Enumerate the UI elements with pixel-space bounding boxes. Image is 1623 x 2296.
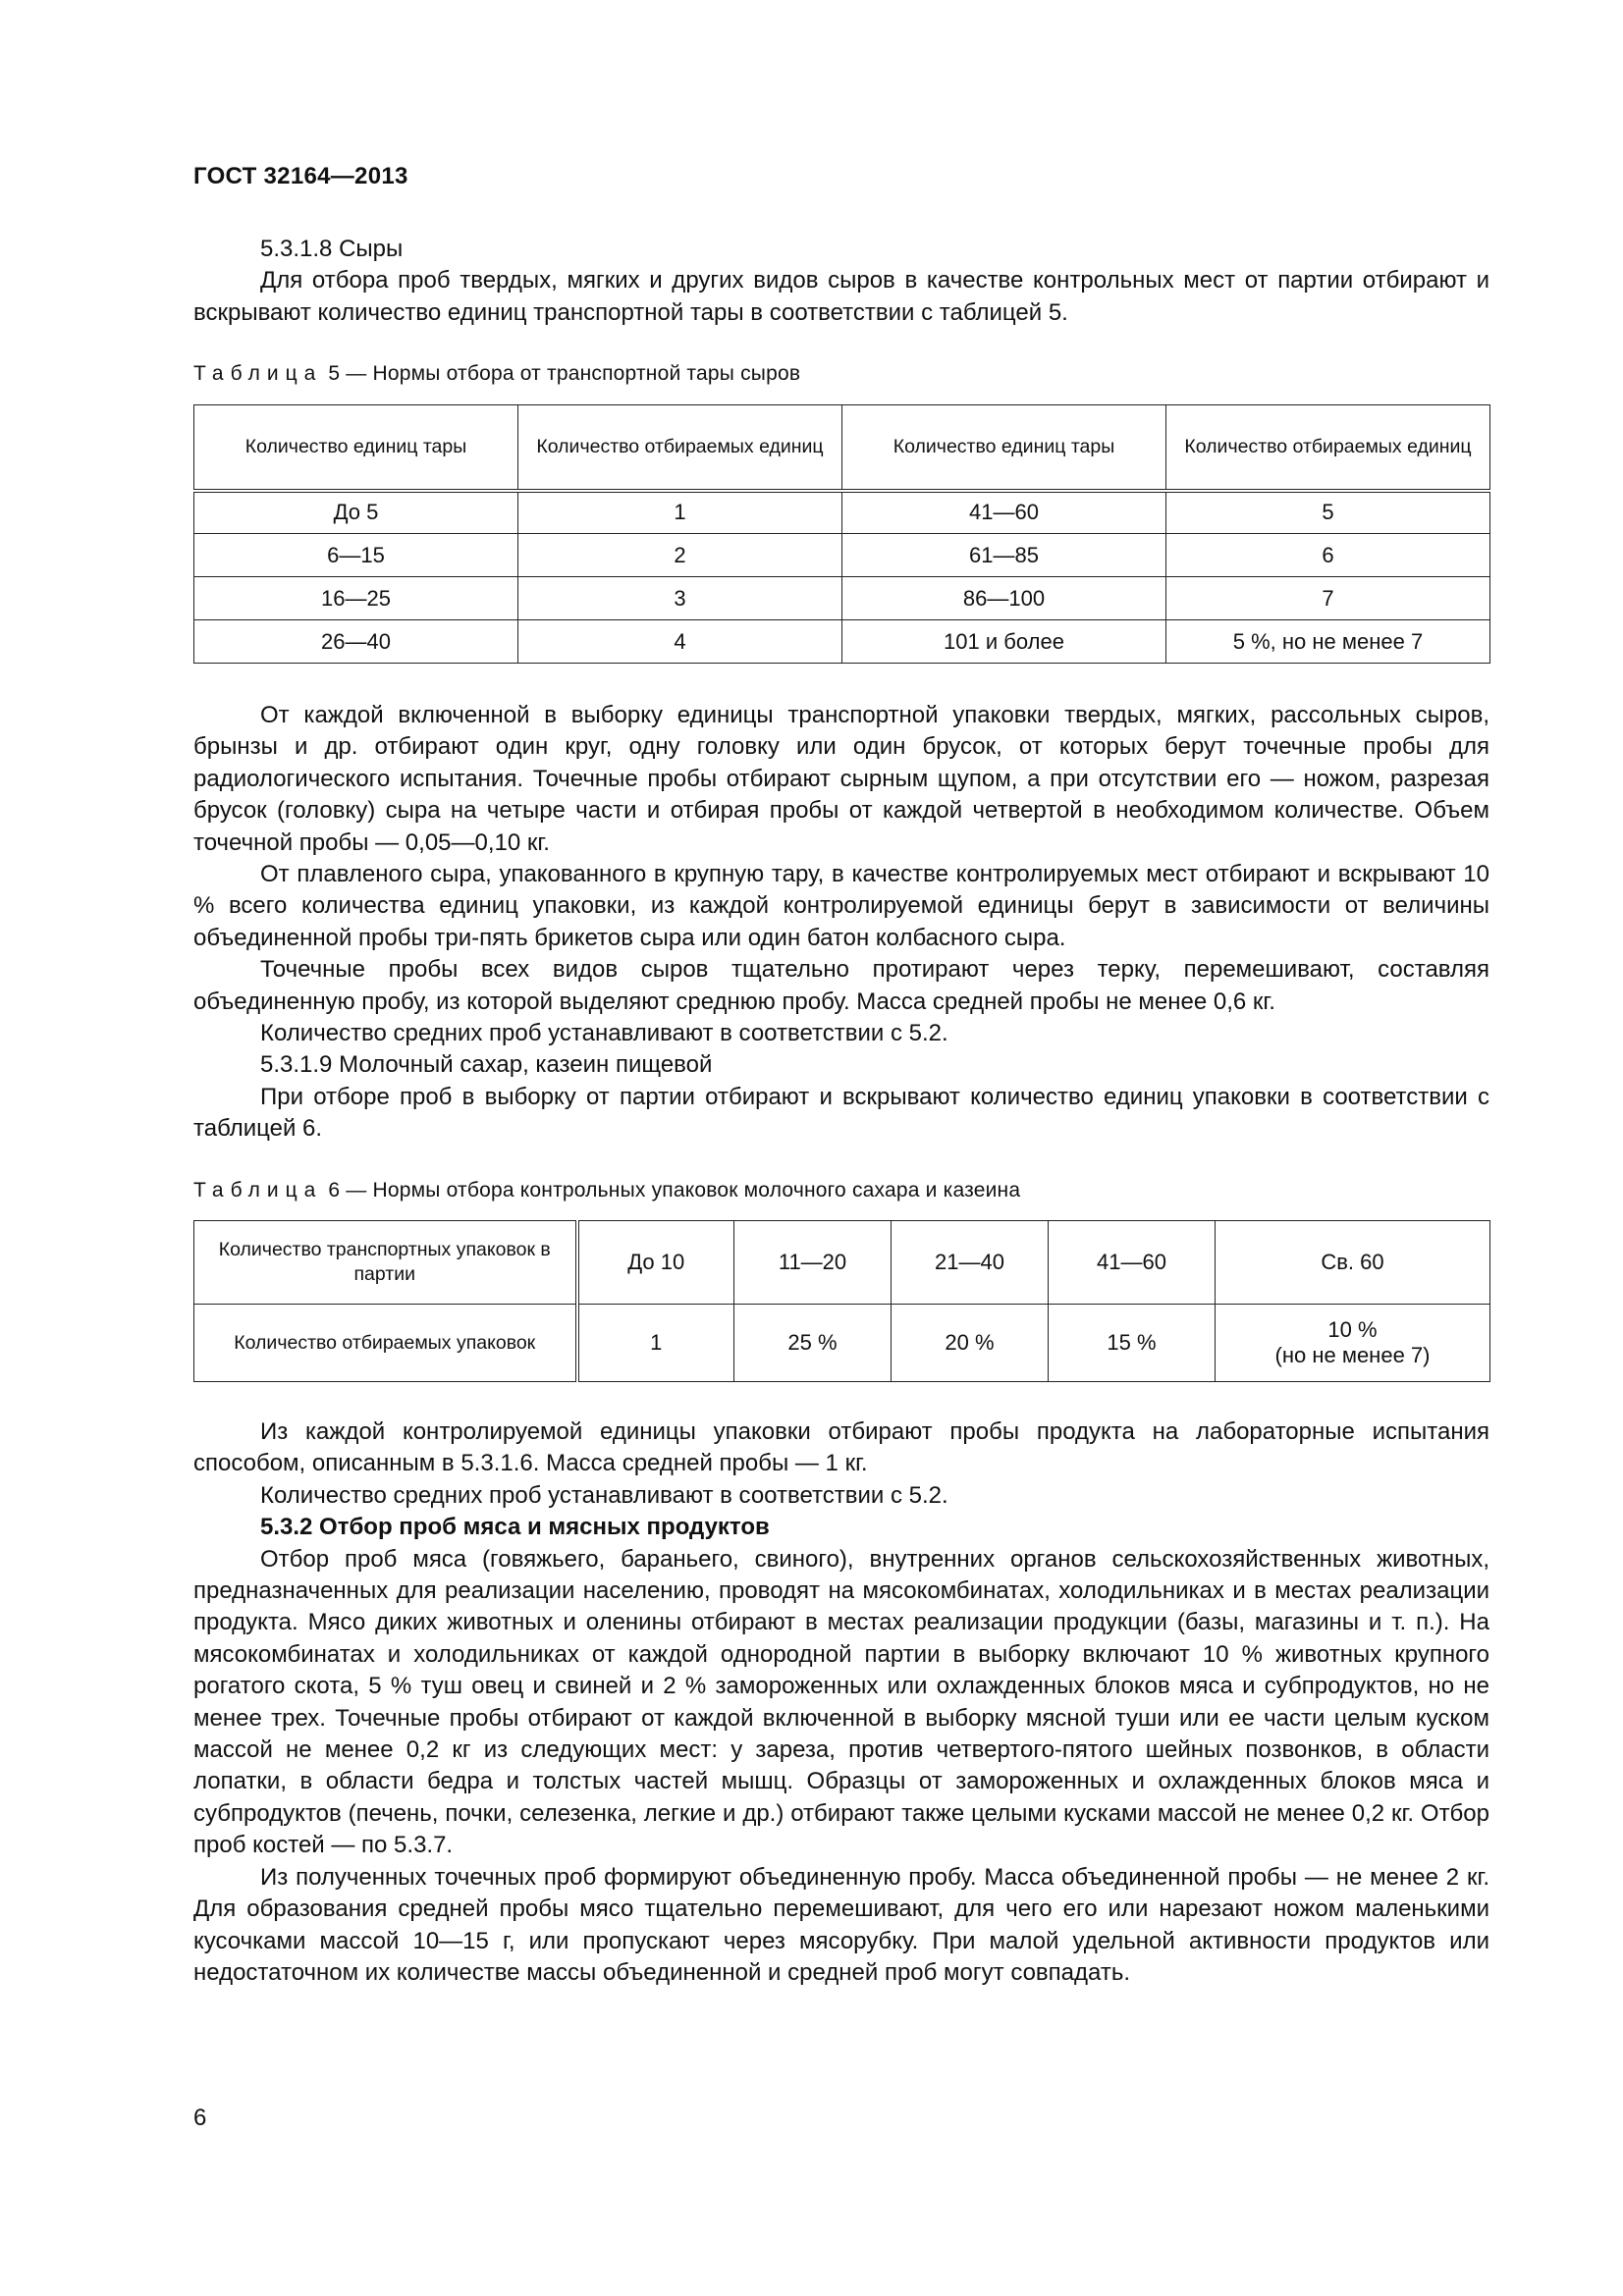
table-cell: До 5 <box>194 491 518 534</box>
meat-sampling-text <box>193 1416 1489 1989</box>
table-caption-word: Таблица <box>193 1179 323 1201</box>
table-cell: 1 <box>518 491 842 534</box>
table-cell <box>1216 1305 1490 1382</box>
table-cell: До 10 <box>577 1221 734 1305</box>
table-cell: 1 <box>577 1305 734 1382</box>
table-cell: 11—20 <box>734 1221 892 1305</box>
section-5-3-1-8 <box>193 234 1489 329</box>
table-cell: 15 % <box>1049 1305 1216 1382</box>
table-cell: 21—40 <box>892 1221 1049 1305</box>
cell-line: (но не менее 7) <box>1274 1343 1431 1367</box>
table-row <box>194 620 1490 664</box>
table-cell: 2 <box>518 534 842 577</box>
table5-caption <box>193 362 800 386</box>
table-6 <box>193 1220 1490 1382</box>
table-cell: 101 и более <box>842 620 1166 664</box>
table-cell: 6 <box>1166 534 1490 577</box>
table-cell: Св. 60 <box>1216 1221 1490 1305</box>
column-header: Количество отбираемых единиц <box>1166 405 1490 491</box>
section-heading: 5.3.2 Отбор проб мяса и мясных продуктов <box>260 1514 770 1541</box>
column-header: Количество отбираемых единиц <box>518 405 842 491</box>
table-caption-text: 6 — Нормы отбора контрольных упаковок молочного сахара и казеина <box>328 1179 1021 1201</box>
table-row <box>194 577 1490 620</box>
row-header: Количество отбираемых упаковок <box>194 1305 577 1382</box>
paragraph: От плавленого сыра, упакованного в крупную тару, в качестве контролируемых мест отбирают и вскрывают 10 % всего количества единиц упаковки, из каждой контролируемой единицы берут в зависимости от величины объединенной пробы три-пять брикетов сыра или один батон колбасного сыра. <box>193 861 1489 951</box>
paragraph: Из полученных точечных проб формируют объединенную пробу. Масса объединенной пробы — не менее 2 кг. Для образования средней пробы мясо тщательно перемешивают, для чего его или нарезают ножом маленькими кусочками массой 10—15 г, или пропускают через мясорубку. При малой удельной активности продуктов или недостаточном их количестве массы объединенной и средней проб могут совпадать. <box>193 1863 1489 1986</box>
table-cell: 41—60 <box>842 491 1166 534</box>
table-caption-text: 5 — Нормы отбора от транспортной тары сыров <box>328 362 801 385</box>
table-cell: 61—85 <box>842 534 1166 577</box>
table-cell: 4 <box>518 620 842 664</box>
table-row <box>194 1305 1490 1382</box>
table-cell: 41—60 <box>1049 1221 1216 1305</box>
table-cell: 86—100 <box>842 577 1166 620</box>
paragraph: Количество средних проб устанавливают в соответствии с 5.2. <box>260 1481 948 1509</box>
table-cell: 6—15 <box>194 534 518 577</box>
table6-caption <box>193 1179 1020 1202</box>
table-cell: 20 % <box>892 1305 1049 1382</box>
paragraph: Для отбора проб твердых, мягких и других видов сыров в качестве контрольных мест от партии отбирают и вскрывают количество единиц транспортной тары в соответствии с таблицей 5. <box>193 267 1489 326</box>
table-cell: 26—40 <box>194 620 518 664</box>
table-cell: 5 %, но не менее 7 <box>1166 620 1490 664</box>
page-number: 6 <box>193 2105 207 2131</box>
table-row <box>194 534 1490 577</box>
table-row <box>194 1221 1490 1305</box>
paragraph: Из каждой контролируемой единицы упаковки отбирают пробы продукта на лабораторные испытания способом, описанным в 5.3.1.6. Масса средней пробы — 1 кг. <box>193 1418 1489 1477</box>
table-row <box>194 491 1490 534</box>
table-5 <box>193 404 1490 664</box>
table-caption-word: Таблица <box>193 362 323 385</box>
cell-line: 10 % <box>1327 1317 1378 1342</box>
paragraph: Количество средних проб устанавливают в соответствии с 5.2. <box>260 1020 948 1047</box>
cheese-sampling-text <box>193 700 1489 1146</box>
table-header-row <box>194 405 1490 491</box>
column-header: Количество единиц тары <box>194 405 518 491</box>
table-cell: 16—25 <box>194 577 518 620</box>
document-code: ГОСТ 32164—2013 <box>193 163 408 189</box>
section-heading: 5.3.1.9 Молочный сахар, казеин пищевой <box>260 1051 713 1079</box>
table-cell: 7 <box>1166 577 1490 620</box>
table-cell: 3 <box>518 577 842 620</box>
column-header: Количество единиц тары <box>842 405 1166 491</box>
paragraph: Точечные пробы всех видов сыров тщательно протирают через терку, перемешивают, составляя объединенную пробу, из которой выделяют среднюю пробу. Масса средней пробы не менее 0,6 кг. <box>193 956 1489 1015</box>
table-cell: 25 % <box>734 1305 892 1382</box>
paragraph: От каждой включенной в выборку единицы транспортной упаковки твердых, мягких, рассольных сыров, брынзы и др. отбирают один круг, одну головку или один брусок, от которых берут точечные пробы для радиологического испытания. Точечные пробы отбирают сырным щупом, а при отсутствии его — ножом, разрезая брусок (головку) сыра на четыре части и отбирая пробы от каждой четвертой в необходимом количестве. Объем точечной пробы — 0,05—0,10 кг. <box>193 702 1489 856</box>
paragraph: Отбор проб мяса (говяжьего, бараньего, свиного), внутренних органов сельскохозяйственных животных, предназначенных для реализации населению, проводят на мясокомбинатах, холодильниках и в местах реализации продукта. Мясо диких животных и оленины отбирают в местах реализации продукции (базы, магазины и т. п.). На мясокомбинатах и холодильниках от каждой однородной партии в выборку включают 10 % животных крупного рогатого скота, 5 % туш овец и свиней и 2 % замороженных или охлажденных блоков мяса и субпродуктов, но не менее трех. Точечные пробы отбирают от каждой включенной в выборку мясной туши или ее части целым куском массой не менее 0,2 кг из следующих мест: у зареза, против четвертого-пятого шейных позвонков, в области лопатки, в области бедра и толстых частей мышц. Образцы от замороженных и охлажденных блоков мяса и субпродуктов (печень, почки, селезенка, легкие и др.) отбирают также целыми кусками массой не менее 0,2 кг. Отбор проб костей — по 5.3.7. <box>193 1545 1489 1859</box>
table-cell: 5 <box>1166 491 1490 534</box>
paragraph: При отборе проб в выборку от партии отбирают и вскрывают количество единиц упаковки в соответствии с таблицей 6. <box>193 1083 1489 1143</box>
row-header: Количество транспортных упаковок в партии <box>194 1221 577 1305</box>
section-heading: 5.3.1.8 Сыры <box>260 236 404 262</box>
